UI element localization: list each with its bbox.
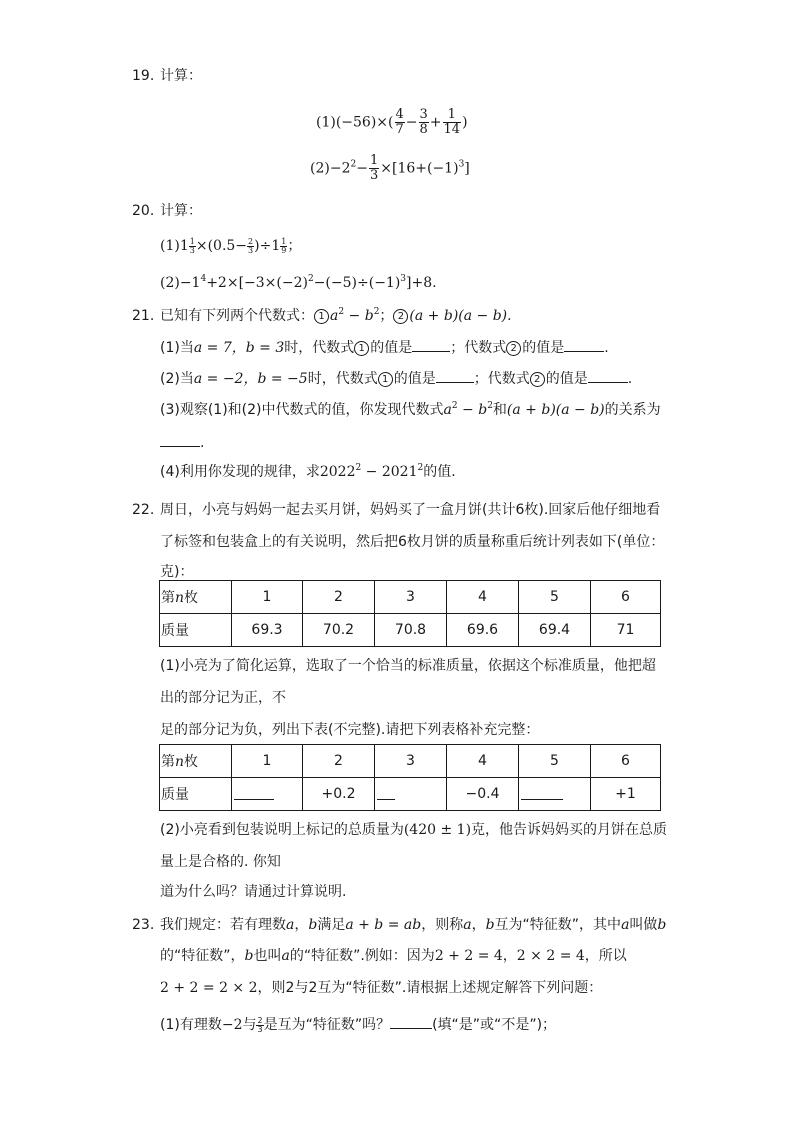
mooncake-weight-table: [159, 580, 661, 647]
circled-two-icon: 2: [393, 309, 408, 324]
q23-p1-d: (填“是”或“不是”)；: [432, 1017, 557, 1033]
q23-p1-a: (1)有理数: [160, 1017, 222, 1033]
q21-s3-m1e: 2: [451, 401, 458, 411]
q19-p1-plus: +: [429, 114, 442, 131]
q21-expr1-exp: 2: [338, 307, 345, 317]
table-cell: 2: [303, 581, 375, 614]
question-number-19: 19.: [132, 68, 155, 84]
q20-title: 计算：: [160, 203, 202, 219]
q23-p1-b: 与: [242, 1017, 257, 1033]
q21-s3-m1: a: [443, 402, 452, 418]
q21-s2-d: ；代数式: [473, 371, 530, 387]
q19-p2-rest-a: ×[16+(: [380, 160, 433, 177]
table-cell: 69.4: [519, 614, 591, 647]
q23-l2-a: 的“特征数”，: [160, 948, 245, 964]
circled-one-icon: 1: [354, 341, 369, 356]
q23-l1-var-b3: b: [657, 917, 667, 933]
q19-p1-frac2: $\frac{3}{8}$: [419, 107, 428, 137]
q20-p1-end: ；: [287, 238, 302, 254]
table-cell: 1: [232, 581, 303, 614]
q21-expr1-a: a: [330, 308, 339, 324]
table-cell: 5: [519, 581, 591, 614]
table-cell: 2: [303, 745, 375, 778]
table-header-cell: 第n枚: [160, 581, 232, 614]
q23-line3: [160, 978, 602, 998]
q20-part2: [160, 273, 437, 293]
q23-l1-e: ，: [471, 917, 486, 933]
table-cell: 5: [519, 745, 591, 778]
table-row: [160, 745, 661, 778]
question-number-20: 20.: [132, 203, 155, 219]
q23-p1-c: 是互为“特征数”吗？: [263, 1017, 391, 1033]
q22-p2-text-b: 克，他告诉妈妈买的月饼在总质: [471, 822, 668, 838]
q20-p1-a: ×(0.5−: [195, 238, 248, 254]
answer-blank[interactable]: [588, 368, 628, 383]
q23-l2-d: ，: [502, 948, 517, 964]
q23-l2-var-a: a: [281, 948, 290, 964]
q22-p1-line2: 出的部分记为正，不: [160, 690, 286, 706]
q21-s1-d: ；代数式: [450, 340, 507, 356]
q21-s3-c: 的关系为: [604, 402, 661, 418]
q20-p2-b: +2×[−3×(−2): [206, 275, 308, 291]
answer-blank[interactable]: [160, 432, 200, 447]
q23-l1-var-b2: b: [485, 917, 495, 933]
answer-blank[interactable]: [436, 368, 474, 383]
q23-l1-f: 互为“特征数”，其中: [494, 917, 622, 933]
table-cell: 71: [591, 614, 661, 647]
q21-s1-c: 的值是: [370, 340, 413, 356]
question-number-23: 23.: [132, 917, 155, 933]
q21-s4-a: (4)利用你发现的规律，求: [160, 464, 320, 480]
q23-l1-d: ，则称: [421, 917, 464, 933]
q21-sep: ；: [379, 308, 394, 324]
q21-sub1: [160, 337, 609, 358]
q23-line2: [160, 946, 627, 966]
table-header-cell: 质量: [160, 778, 232, 811]
q21-s3-m2: − b: [457, 402, 488, 418]
q20-p1-frac2: $\frac{1}{9}$: [281, 236, 287, 255]
q23-line1: [160, 915, 666, 935]
table-row: [160, 581, 661, 614]
q20-p1-b: )÷1: [254, 238, 281, 254]
q19-p1-label: (1)(: [316, 114, 342, 131]
q20-p2-e1: 4: [200, 274, 207, 284]
q19-p2-neg: −1: [432, 160, 454, 177]
q23-p1-num: −2: [221, 1017, 243, 1033]
q20-part1: [160, 236, 301, 256]
answer-blank[interactable]: [564, 337, 604, 352]
q19-p2-minus: −: [329, 160, 342, 177]
q22-p2-line3: 道为什么吗？请通过计算说明.: [160, 884, 347, 900]
table-cell: 4: [447, 581, 519, 614]
answer-blank[interactable]: [390, 1014, 432, 1029]
q20-p1-frac1: $\frac{2}{3}$: [248, 236, 254, 255]
q23-l2-var-b: b: [244, 948, 254, 964]
q23-l1-var-a3: a: [621, 917, 630, 933]
q21-s2-a: (2)当: [160, 371, 194, 387]
table-cell: −0.4: [447, 778, 519, 811]
q23-l2-eq1: 2 + 2 = 4: [434, 948, 503, 964]
answer-blank[interactable]: [521, 785, 563, 800]
q21-s1-a: (1)当: [160, 340, 194, 356]
q22-p1-line1: (1)小亮为了简化运算，选取了一个恰当的标准质量，依据这个标准质量，他把超: [160, 658, 656, 674]
q19-p2-exp: 2: [350, 159, 357, 170]
q23-l1-g: 叫做: [629, 917, 658, 933]
q22-p2-total-mass: (420 ± 1): [403, 822, 472, 838]
circled-one-icon: 1: [314, 309, 329, 324]
question-number-21: 21.: [132, 308, 155, 324]
q21-s1-e: 的值是: [522, 340, 565, 356]
q19-p1-close: ): [462, 114, 468, 131]
q22-line1: 周日，小亮与妈妈一起去买月饼，妈妈买了一盒月饼(共计6枚).回家后他仔细地看: [160, 502, 661, 518]
table-row: [160, 614, 661, 647]
table-cell: 3: [375, 581, 447, 614]
q19-title: 计算：: [160, 68, 202, 84]
q23-part1: [160, 1014, 556, 1035]
q23-l1-var-b: b: [308, 917, 318, 933]
q23-l2-eq2: 2 × 2 = 4: [516, 948, 585, 964]
q20-p2-e3: 3: [400, 274, 407, 284]
q19-part2: [310, 154, 470, 183]
q21-s1-b: 时，代数式: [284, 340, 355, 356]
q21-sub2: [160, 368, 632, 389]
q19-p2-base: 2: [341, 160, 351, 177]
q19-p2-close: ]: [464, 160, 470, 177]
q19-part1: [316, 108, 468, 137]
q22-line2: 了标签和包装盒上的有关说明，然后把6枚月饼的质量称重后统计列表如下(单位：: [160, 534, 665, 550]
q22-p2-line2: 量上是合格的. 你知: [160, 854, 281, 870]
q20-p2-e2: 2: [307, 274, 314, 284]
q19-p2-minus2: −: [356, 160, 368, 177]
q23-l1-var-a2: a: [463, 917, 472, 933]
answer-blank[interactable]: [377, 785, 395, 800]
q21-expr1-exp2: 2: [373, 307, 380, 317]
table-row: [160, 778, 661, 811]
circled-two-icon: 2: [530, 372, 545, 387]
q22-p2-line1: [160, 820, 667, 840]
table-cell: 4: [447, 745, 519, 778]
table-cell: 70.8: [375, 614, 447, 647]
q21-s3-m3: (a + b)(a − b): [506, 402, 605, 418]
q21-s3-a: (3)观察(1)和(2)中代数式的值，你发现代数式: [160, 402, 444, 418]
q22-line3: 克)：: [160, 564, 194, 580]
q23-l2-e: ，所以: [584, 948, 627, 964]
table-cell: 69.6: [447, 614, 519, 647]
table-cell: 70.2: [303, 614, 375, 647]
q21-s2-e: 的值是: [545, 371, 588, 387]
table-cell-blank[interactable]: [375, 778, 447, 811]
q19-p2-frac: $\frac{1}{3}$: [369, 153, 379, 183]
q19-p2-label: (2): [310, 160, 330, 177]
q21-s4-m1: 2022: [319, 464, 356, 480]
q23-l2-c: 的“特征数”.例如：因为: [289, 948, 435, 964]
table-cell: +1: [591, 778, 661, 811]
table-cell: 3: [375, 745, 447, 778]
q21-expr2: (a + b)(a − b).: [409, 308, 512, 324]
q19-p1-neg: −56: [341, 114, 371, 131]
q21-sub3: [160, 400, 661, 420]
q19-p1-frac3: $\frac{1}{14}$: [443, 107, 461, 137]
q21-s4-e2: 2: [417, 463, 424, 473]
q20-p1-label: (1)1: [160, 238, 189, 254]
q21-intro-text: 已知有下列两个代数式：: [160, 308, 314, 324]
answer-blank[interactable]: [234, 785, 274, 800]
answer-blank[interactable]: [412, 337, 450, 352]
circled-one-icon: 1: [378, 372, 393, 387]
table-cell-blank[interactable]: [232, 778, 303, 811]
q23-l1-formula: a + b = ab: [345, 917, 422, 933]
q21-expr1-b: − b: [344, 308, 374, 324]
circled-two-icon: 2: [506, 341, 521, 356]
q20-p2-c: −(−5)÷(−1): [313, 275, 401, 291]
q23-l1-b: ，: [294, 917, 309, 933]
q21-s3-b: 和: [492, 402, 507, 418]
q20-p2-a: (2)−1: [160, 275, 201, 291]
table-cell: 69.3: [232, 614, 303, 647]
table-header-cell: 第n枚: [160, 745, 232, 778]
q19-p1-times: )×(: [370, 114, 394, 131]
question-number-22: 22.: [132, 502, 155, 518]
q21-s4-e1: 2: [355, 463, 362, 473]
q23-l3-a: ，则2与2互为“特征数”.请根据上述规定解答下列问题：: [257, 980, 603, 996]
q21-intro: [160, 306, 512, 326]
deviation-table: [159, 744, 661, 811]
q21-sub4: [160, 462, 456, 482]
q23-l1-a: 我们规定：若有理数: [160, 917, 286, 933]
table-cell: 1: [232, 745, 303, 778]
q23-l2-b: 也叫: [253, 948, 282, 964]
q21-s4-b: 的值.: [423, 464, 456, 480]
q19-p2-exp2: 3: [458, 159, 465, 170]
table-cell-blank[interactable]: [519, 778, 591, 811]
q21-s4-m2: − 2021: [361, 464, 418, 480]
q21-s2-c: 的值是: [393, 371, 436, 387]
table-cell: 6: [591, 581, 661, 614]
q23-l1-c: 满足: [317, 917, 346, 933]
q21-s1-f: .: [604, 340, 609, 356]
table-cell: +0.2: [303, 778, 375, 811]
q22-p2-text-a: (2)小亮看到包装说明上标记的总质量为: [160, 822, 404, 838]
q20-p2-d: ]+8.: [406, 275, 437, 291]
q21-s3-m2e: 2: [487, 401, 493, 411]
q21-s1-values: a = 7，b = 3: [193, 340, 285, 356]
q21-sub3-answer: [160, 432, 204, 453]
q19-p1-minus: −: [405, 114, 418, 131]
table-cell: 6: [591, 745, 661, 778]
q22-p1-line3: 足的部分记为负，列出下表(不完整).请把下列表格补充完整：: [160, 722, 540, 738]
q21-s3-end: .: [200, 435, 205, 451]
q21-s2-f: .: [627, 371, 633, 387]
q23-l1-var-a: a: [286, 917, 295, 933]
q23-l3-eq: 2 + 2 = 2 × 2: [160, 980, 258, 996]
table-header-cell: 质量: [160, 614, 232, 647]
q21-s2-values: a = −2，b = −5: [193, 371, 308, 387]
q19-p1-frac1: $\frac{4}{7}$: [395, 107, 404, 137]
q19-p2-rest-b: ): [453, 160, 459, 177]
q23-p1-frac: $\frac{2}{3}$: [257, 1015, 263, 1034]
q21-s2-b: 时，代数式: [307, 371, 378, 387]
q20-p1-mixed-frac: $\frac{1}{3}$: [189, 236, 195, 255]
